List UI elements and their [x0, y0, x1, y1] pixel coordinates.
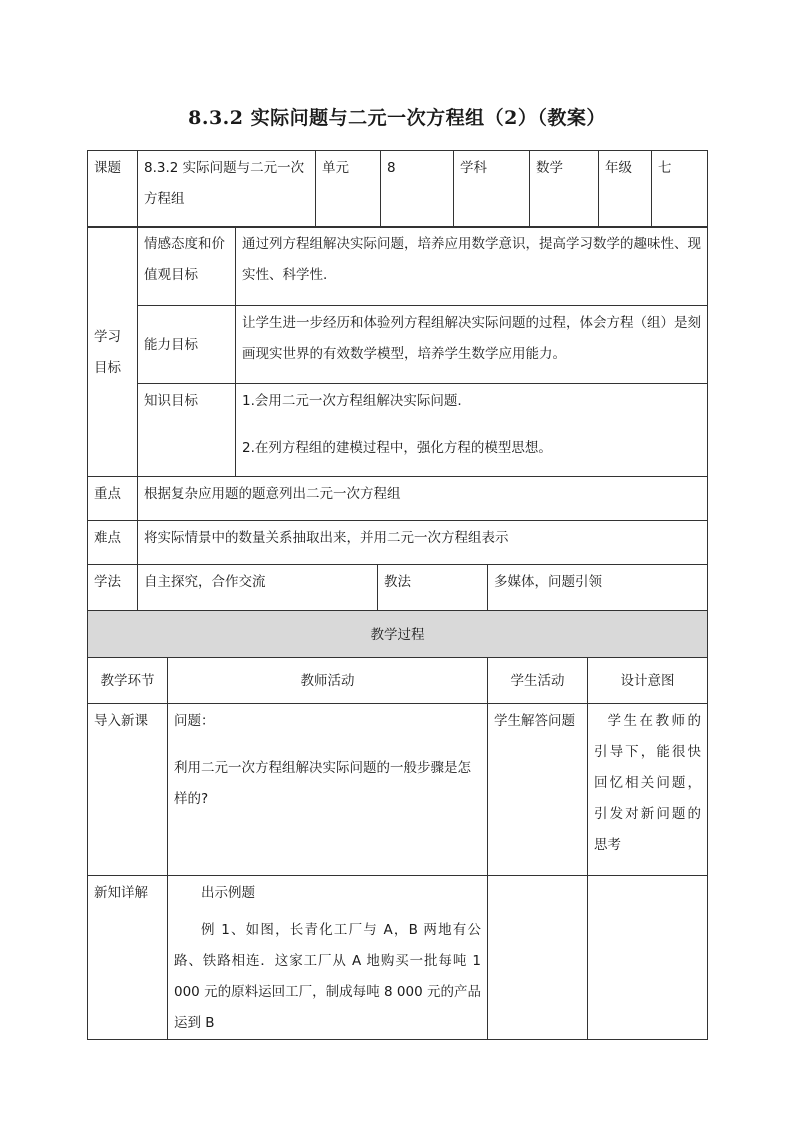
- student-new: [488, 876, 588, 1040]
- col-stage: 教学环节: [88, 658, 168, 704]
- design-new: [588, 876, 708, 1040]
- goal-name-knowledge: 知识目标: [138, 384, 236, 477]
- goal-name-emotion: 情感态度和价值观目标: [138, 227, 236, 306]
- teacher-new: [168, 876, 488, 1040]
- key-point-text: 根据复杂应用题的题意列出二元一次方程组: [138, 477, 708, 521]
- xuefa-label: 学法: [88, 565, 138, 611]
- student-intro: 学生解答问题: [488, 704, 588, 876]
- stage-new: 新知详解: [88, 876, 168, 1040]
- teacher-new-line-1: 出示例题: [201, 885, 255, 901]
- stage-intro: 导入新课: [88, 704, 168, 876]
- jiaofa-label: 教法: [378, 565, 488, 611]
- knowledge-line-2: 2.在列方程组的建模过程中，强化方程的模型思想。: [242, 440, 552, 456]
- difficulty-text: 将实际情景中的数量关系抽取出来，并用二元一次方程组表示: [138, 521, 708, 565]
- xueke-value: 数学: [530, 151, 599, 228]
- danyuan-label: 单元: [316, 151, 381, 228]
- col-design: 设计意图: [588, 658, 708, 704]
- goal-text-emotion: 通过列方程组解决实际问题，培养应用数学意识，提高学习数学的趣味性、现实性、科学性.: [236, 227, 708, 306]
- focus-table: [87, 476, 708, 611]
- process-heading: 教学过程: [88, 611, 708, 658]
- nianji-value: 七: [652, 151, 708, 228]
- page-title: 8.3.2 实际问题与二元一次方程组（2）（教案）: [188, 107, 606, 129]
- col-student: 学生活动: [488, 658, 588, 704]
- key-point-label: 重点: [88, 477, 138, 521]
- teacher-intro-line-2: 利用二元一次方程组解决实际问题的一般步骤是怎样的?: [174, 760, 471, 807]
- info-table: [87, 150, 708, 228]
- goals-table: [87, 226, 708, 477]
- col-teacher: 教师活动: [168, 658, 488, 704]
- teacher-intro: [168, 704, 488, 876]
- nianji-label: 年级: [599, 151, 652, 228]
- xuefa-value: 自主探究，合作交流: [138, 565, 378, 611]
- goal-name-ability: 能力目标: [138, 306, 236, 384]
- xueke-label: 学科: [454, 151, 530, 228]
- goal-text-ability: 让学生进一步经历和体验列方程组解决实际问题的过程，体会方程（组）是刻画现实世界的有效数学模型，培养学生数学应用能力。: [236, 306, 708, 384]
- goal-text-knowledge: [236, 384, 708, 477]
- difficulty-label: 难点: [88, 521, 138, 565]
- teacher-intro-line-1: 问题：: [174, 713, 215, 729]
- teacher-new-line-2: 例 1、如图，长青化工厂与 A，B 两地有公路、铁路相连．这家工厂从 A 地购买一批每吨 1 000 元的原料运回工厂，制成每吨 8 000 元的产品运到 B: [174, 922, 481, 1031]
- knowledge-line-1: 1.会用二元一次方程组解决实际问题.: [242, 393, 462, 409]
- goals-label: 学习目标: [88, 227, 138, 477]
- keti-value: 8.3.2 实际问题与二元一次方程组: [138, 151, 316, 228]
- process-table: [87, 610, 708, 1040]
- danyuan-value: 8: [381, 151, 454, 228]
- keti-label: 课题: [88, 151, 138, 228]
- jiaofa-value: 多媒体，问题引领: [488, 565, 708, 611]
- design-intro: 学生在教师的引导下，能很快回忆相关问题，引发对新问题的思考: [588, 704, 708, 876]
